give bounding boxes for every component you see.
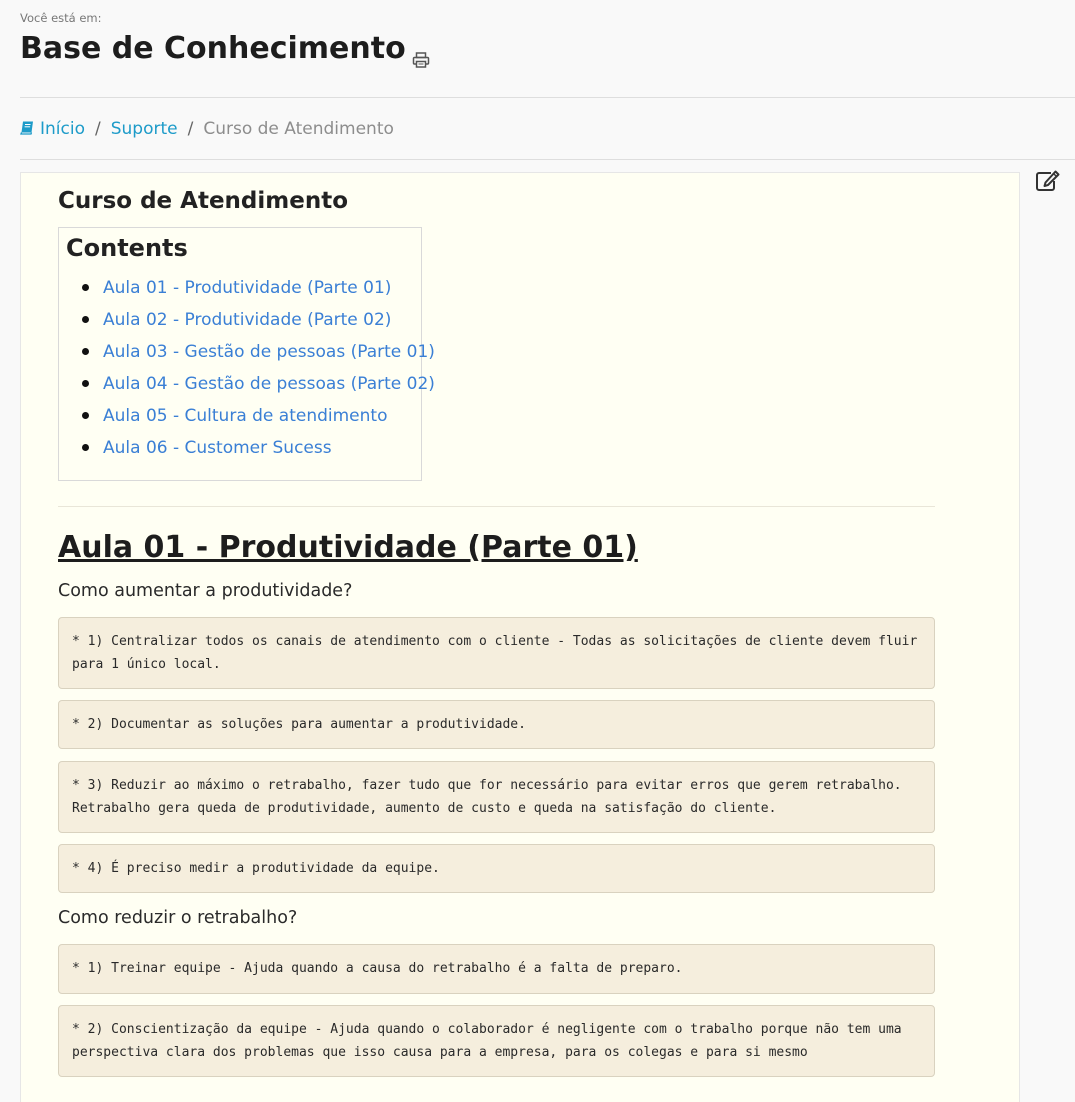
breadcrumb-separator: /: [94, 119, 101, 139]
bullet-icon: [82, 348, 89, 355]
code-block: * 2) Documentar as soluções para aumentar a produtividade.: [58, 700, 935, 749]
toc-item: [59, 432, 435, 464]
breadcrumb-separator: /: [187, 119, 194, 139]
table-of-contents: [58, 227, 435, 481]
page-title: [20, 30, 430, 68]
toc-title: Contents: [66, 234, 188, 262]
section-divider: [58, 506, 935, 507]
header-divider: [20, 97, 1075, 98]
code-block: * 1) Centralizar todos os canais de atendimento com o cliente - Todas as solicitações de cliente devem fluir para 1 único local.: [58, 617, 935, 689]
lesson-title: Aula 01 - Produtividade (Parte 01): [58, 530, 638, 565]
breadcrumb-home-label: Início: [40, 119, 85, 139]
toc-item: [59, 272, 435, 304]
toc-link-aula-04[interactable]: Aula 04 - Gestão de pessoas (Parte 02): [103, 374, 435, 394]
bullet-icon: [82, 444, 89, 451]
article-title: Curso de Atendimento: [58, 188, 349, 214]
code-block: * 3) Reduzir ao máximo o retrabalho, fazer tudo que for necessário para evitar erros que gerem retrabalho. Retrabalho gera queda de produtividade, aumento de custo e queda na satisfação do cliente.: [58, 761, 935, 833]
toc-item: [59, 304, 435, 336]
book-icon: [20, 118, 35, 133]
breadcrumb-divider: [20, 159, 1075, 160]
print-icon[interactable]: [412, 41, 430, 59]
code-block: * 4) É preciso medir a produtividade da equipe.: [58, 844, 935, 893]
code-block: * 2) Conscientização da equipe - Ajuda quando o colaborador é negligente com o trabalho porque não tem uma perspectiva clara dos problemas que isso causa para a empresa, para os colegas e para si mesmo: [58, 1005, 935, 1077]
bullet-icon: [82, 380, 89, 387]
bullet-icon: [82, 412, 89, 419]
page-title-text: Base de Conhecimento: [20, 31, 406, 66]
toc-item: [59, 400, 435, 432]
toc-item: [59, 336, 435, 368]
breadcrumb-home[interactable]: [20, 119, 85, 139]
toc-link-aula-01[interactable]: Aula 01 - Produtividade (Parte 01): [103, 278, 392, 298]
location-label: Você está em:: [20, 11, 102, 25]
breadcrumb: [20, 117, 394, 141]
edit-icon[interactable]: [1035, 169, 1061, 193]
bullet-icon: [82, 284, 89, 291]
toc-link-aula-02[interactable]: Aula 02 - Produtividade (Parte 02): [103, 310, 392, 330]
toc-list: [59, 272, 435, 464]
toc-link-aula-06[interactable]: Aula 06 - Customer Sucess: [103, 438, 332, 458]
breadcrumb-support[interactable]: Suporte: [110, 119, 178, 139]
toc-link-aula-05[interactable]: Aula 05 - Cultura de atendimento: [103, 406, 388, 426]
breadcrumb-current: Curso de Atendimento: [203, 119, 394, 139]
section-question: Como aumentar a produtividade?: [58, 581, 353, 601]
bullet-icon: [82, 316, 89, 323]
article-panel: [20, 172, 1020, 1102]
code-block: * 1) Treinar equipe - Ajuda quando a causa do retrabalho é a falta de preparo.: [58, 944, 935, 994]
section-question: Como reduzir o retrabalho?: [58, 908, 298, 928]
toc-item: [59, 368, 435, 400]
toc-link-aula-03[interactable]: Aula 03 - Gestão de pessoas (Parte 01): [103, 342, 435, 362]
